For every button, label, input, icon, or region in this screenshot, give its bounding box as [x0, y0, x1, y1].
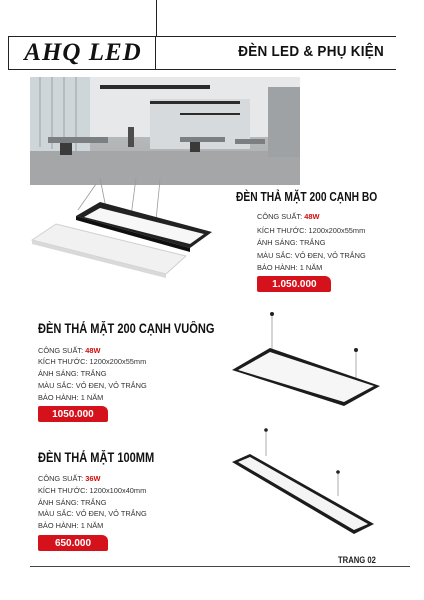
product-2-price — [38, 406, 108, 422]
footer-rule — [30, 566, 410, 567]
warranty-label: BẢO HÀNH: — [38, 521, 81, 530]
product-2-title: ĐÈN THẢ MẶT 200 CẠNH VUÔNG — [38, 321, 215, 336]
page-number: TRANG 02 — [338, 555, 376, 565]
warranty-value: 1 NĂM — [299, 263, 323, 272]
product-1-color — [257, 250, 366, 261]
power-value: 48W — [304, 212, 320, 221]
product-2-light — [38, 368, 106, 379]
office-scene-image — [30, 77, 300, 185]
warranty-label: BẢO HÀNH: — [38, 393, 81, 402]
header-rule-bottom — [156, 69, 396, 70]
product-3-title: ĐÈN THẢ MẶT 100MM — [38, 450, 155, 465]
size-label: KÍCH THƯỚC: — [257, 226, 309, 235]
price-value: 650.000 — [54, 537, 92, 549]
product-3-size — [38, 485, 146, 496]
pendant-lamp-slim-image — [226, 426, 386, 538]
power-label: CÔNG SUẤT: — [257, 212, 305, 221]
size-value: 1200x200x55mm — [89, 357, 147, 366]
product-3-light — [38, 497, 106, 508]
warranty-value: 1 NĂM — [80, 393, 104, 402]
price-value: 1.050.000 — [271, 278, 317, 290]
light-value: TRẮNG — [299, 238, 326, 247]
product-1-title: ĐÈN THẢ MẶT 200 CẠNH BO — [236, 190, 378, 204]
product-3-price — [38, 535, 108, 551]
logo-box — [8, 36, 156, 70]
power-label: CÔNG SUẤT: — [38, 474, 86, 483]
power-value: 48W — [85, 346, 101, 355]
light-value: TRẮNG — [80, 369, 107, 378]
warranty-label: BẢO HÀNH: — [257, 263, 300, 272]
color-value: VỎ ĐEN, VỎ TRẮNG — [294, 251, 366, 260]
color-label: MÀU SẮC: — [257, 251, 295, 260]
color-value: VỎ ĐEN, VỎ TRẮNG — [75, 381, 147, 390]
color-value: VỎ ĐEN, VỎ TRẮNG — [75, 509, 147, 518]
product-1-power — [257, 211, 319, 222]
light-value: TRẮNG — [80, 498, 107, 507]
product-1-size — [257, 225, 365, 236]
light-label: ÁNH SÁNG: — [257, 238, 300, 247]
product-1-light — [257, 237, 325, 248]
size-label: KÍCH THƯỚC: — [38, 357, 90, 366]
pendant-lamp-rounded-image — [26, 176, 220, 284]
warranty-value: 1 NĂM — [80, 521, 104, 530]
color-label: MÀU SẮC: — [38, 509, 76, 518]
product-3-warranty — [38, 520, 103, 531]
product-1-price — [257, 276, 331, 292]
price-value: 1050.000 — [52, 408, 94, 420]
size-value: 1200x200x55mm — [308, 226, 366, 235]
color-label: MÀU SẮC: — [38, 381, 76, 390]
product-2-size — [38, 356, 146, 367]
light-label: ÁNH SÁNG: — [38, 369, 81, 378]
product-2-color — [38, 380, 147, 391]
product-3-color — [38, 508, 147, 519]
page-title: ĐÈN LED & PHỤ KIỆN — [238, 43, 384, 60]
power-value: 36W — [85, 474, 101, 483]
product-2-warranty — [38, 392, 103, 403]
brand-logo: AHQ LED — [24, 39, 142, 66]
light-label: ÁNH SÁNG: — [38, 498, 81, 507]
product-3-power — [38, 473, 100, 484]
power-label: CÔNG SUẤT: — [38, 346, 86, 355]
header-rule-top — [156, 36, 396, 37]
size-value: 1200x100x40mm — [89, 486, 147, 495]
product-1-warranty — [257, 262, 322, 273]
size-label: KÍCH THƯỚC: — [38, 486, 90, 495]
office-photo — [30, 77, 300, 185]
pendant-lamp-square-image — [228, 300, 388, 410]
header-divider — [156, 0, 157, 36]
product-2-power — [38, 345, 100, 356]
